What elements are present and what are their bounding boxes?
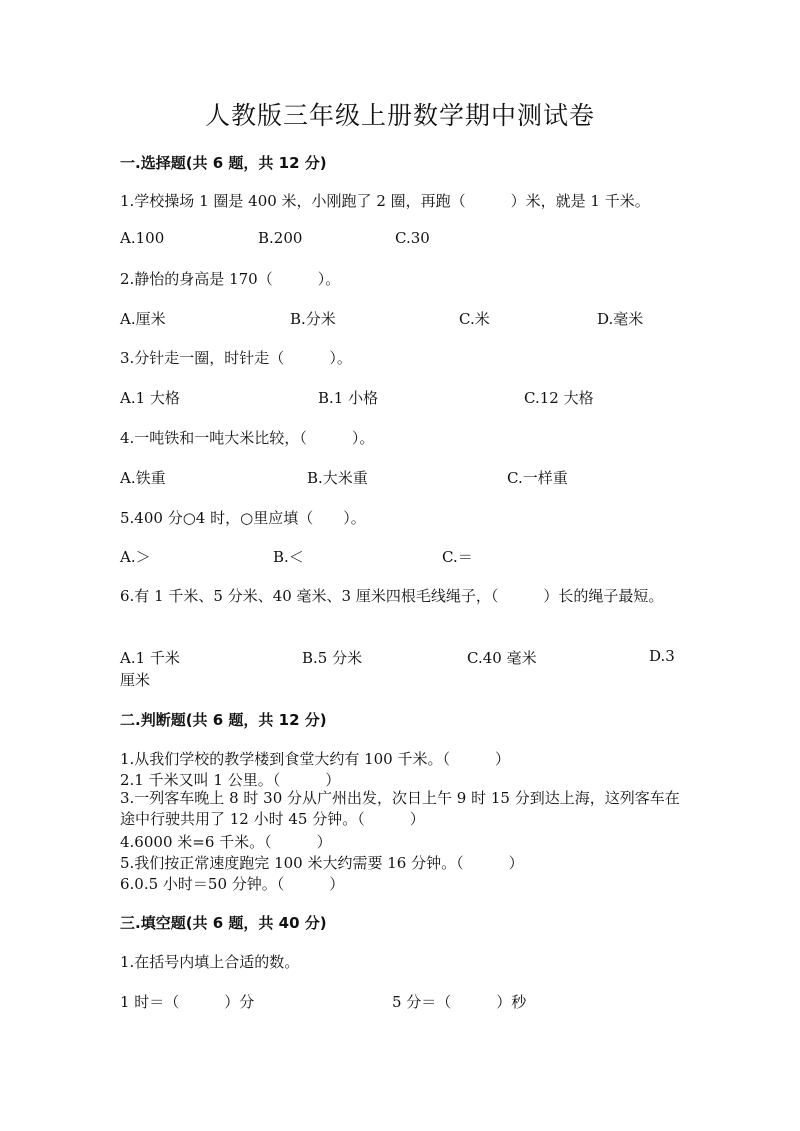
option-c: C.一样重 — [507, 469, 568, 487]
section-heading-choice: 一.选择题(共 6 题，共 12 分) — [120, 154, 327, 172]
fill-item: 1 时＝（ ）分 — [120, 993, 255, 1011]
option-c: C.40 毫米 — [467, 649, 537, 667]
option-a: A.1 大格 — [120, 389, 180, 407]
option-a: A.1 千米 — [120, 649, 180, 667]
option-d: D.3 — [649, 647, 675, 665]
option-b: B.大米重 — [307, 469, 368, 487]
judge-item: 2.1 千米又叫 1 公里。（ ） — [120, 771, 341, 789]
judge-item: 6.0.5 小时＝50 分钟。（ ） — [120, 875, 345, 893]
option-b: B.分米 — [290, 310, 336, 328]
question-stem: 2.静怡的身高是 170（ ）。 — [120, 270, 341, 288]
section-heading-fill: 三.填空题(共 6 题，共 40 分) — [120, 914, 327, 932]
option-c: C.12 大格 — [524, 389, 594, 407]
option-a: A.＞ — [120, 548, 151, 566]
judge-item: 5.我们按正常速度跑完 100 米大约需要 16 分钟。（ ） — [120, 854, 524, 872]
question-stem: 1.在括号内填上合适的数。 — [120, 953, 300, 971]
judge-item: 1.从我们学校的教学楼到食堂大约有 100 千米。（ ） — [120, 750, 510, 768]
option-a: A.铁重 — [120, 469, 166, 487]
judge-item: 4.6000 米=6 千米。（ ） — [120, 833, 332, 851]
option-b: B.5 分米 — [302, 649, 363, 667]
question-stem: 4.一吨铁和一吨大米比较，（ ）。 — [120, 429, 375, 447]
option-d-continued: 厘米 — [120, 671, 151, 689]
option-b: B.＜ — [273, 548, 304, 566]
option-a: A.100 — [120, 229, 165, 247]
option-a: A.厘米 — [120, 310, 166, 328]
judge-item: 3.一列客车晚上 8 时 30 分从广州出发，次日上午 9 时 15 分到达上海，这列客车在途中行驶共用了 12 小时 45 分钟。（ ） — [120, 789, 680, 828]
option-c: C.30 — [395, 229, 430, 247]
option-b: B.200 — [258, 229, 303, 247]
section-heading-judge: 二.判断题(共 6 题，共 12 分) — [120, 711, 327, 729]
option-d: D.毫米 — [597, 310, 644, 328]
question-stem: 6.有 1 千米、5 分米、40 毫米、3 厘米四根毛线绳子，（ ）长的绳子最短。 — [120, 587, 664, 605]
question-stem: 1.学校操场 1 圈是 400 米，小刚跑了 2 圈，再跑（ ）米，就是 1 千米。 — [120, 192, 650, 210]
option-c: C.米 — [459, 310, 490, 328]
option-c: C.＝ — [442, 548, 473, 566]
fill-item: 5 分＝（ ）秒 — [392, 993, 527, 1011]
page-title: 人教版三年级上册数学期中测试卷 — [204, 101, 595, 130]
question-stem: 3.分针走一圈，时针走（ ）。 — [120, 349, 352, 367]
question-stem: 5.400 分○4 时，○里应填（ ）。 — [120, 509, 366, 527]
option-b: B.1 小格 — [318, 389, 379, 407]
